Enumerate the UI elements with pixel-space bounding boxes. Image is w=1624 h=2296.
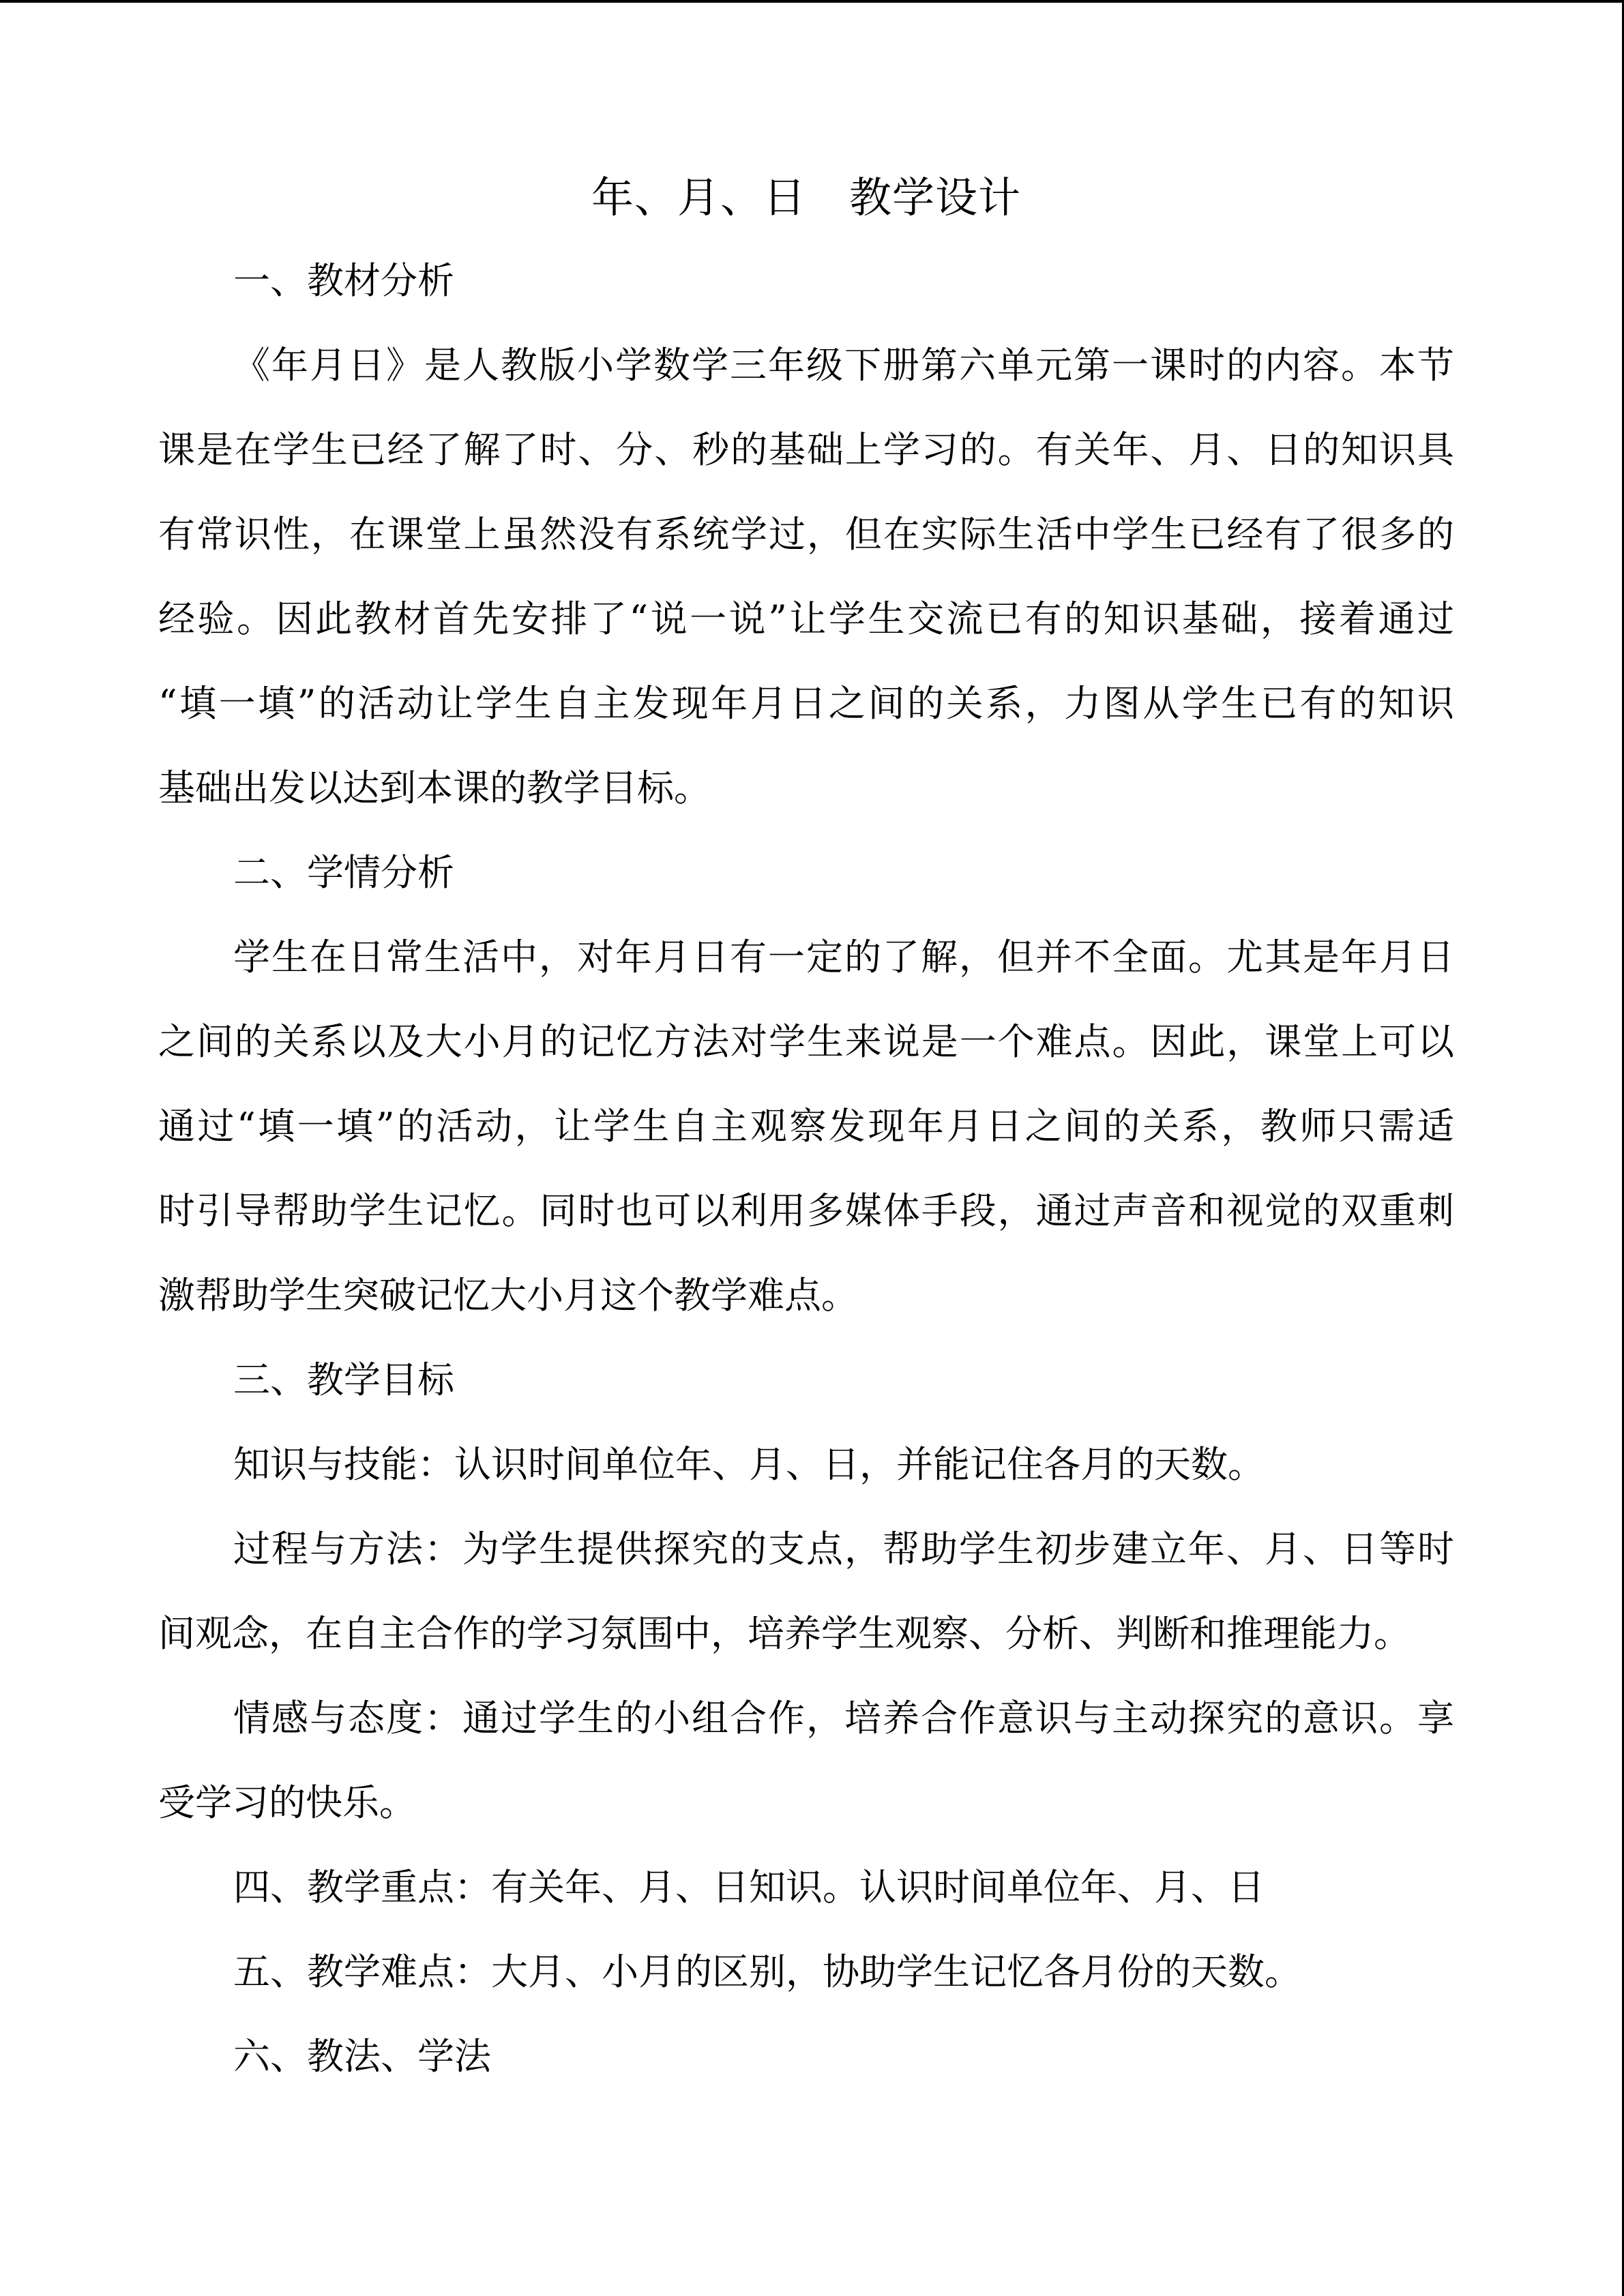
- document-title: 年、月、日 教学设计: [591, 173, 1021, 222]
- section-heading-textbook-analysis: 一、教材分析: [233, 259, 454, 302]
- section-heading-student-analysis: 二、学情分析: [233, 851, 454, 894]
- goal-attitude-line: 受学习的快乐。: [158, 1781, 416, 1824]
- paragraph-line: 学生在日常生活中，对年月日有一定的了解，但并不全面。尤其是年月日: [233, 936, 1454, 979]
- paragraph-line: 时引导帮助学生记忆。同时也可以利用多媒体手段，通过声音和视觉的双重刺: [158, 1189, 1454, 1232]
- goal-knowledge-line: 知识与技能：认识时间单位年、月、日，并能记住各月的天数。: [233, 1443, 1265, 1486]
- paragraph-line: 《年月日》是人教版小学数学三年级下册第六单元第一课时的内容。本节: [233, 344, 1454, 387]
- paragraph-line: 之间的关系以及大小月的记忆方法对学生来说是一个难点。因此，课堂上可以: [158, 1020, 1454, 1063]
- paragraph-line: “填一填”的活动让学生自主发现年月日之间的关系，力图从学生已有的知识: [158, 682, 1454, 725]
- section-heading-difficult-points: 五、教学难点：大月、小月的区别，协助学生记忆各月份的天数。: [233, 1950, 1301, 1993]
- paragraph-line: 有常识性，在课堂上虽然没有系统学过，但在实际生活中学生已经有了很多的: [158, 513, 1454, 556]
- section-heading-methods: 六、教法、学法: [233, 2035, 491, 2078]
- goal-process-line: 过程与方法：为学生提供探究的支点，帮助学生初步建立年、月、日等时: [233, 1527, 1454, 1570]
- paragraph-line: 激帮助学生突破记忆大小月这个教学难点。: [158, 1274, 858, 1317]
- top-border-line: [0, 0, 1624, 3]
- paragraph-line: 课是在学生已经了解了时、分、秒的基础上学习的。有关年、月、日的知识具: [158, 428, 1454, 471]
- section-heading-key-points: 四、教学重点：有关年、月、日知识。认识时间单位年、月、日: [233, 1866, 1265, 1909]
- document-page: [158, 164, 1454, 2099]
- paragraph-line: 基础出发以达到本课的教学目标。: [158, 766, 711, 809]
- goal-attitude-line: 情感与态度：通过学生的小组合作，培养合作意识与主动探究的意识。享: [233, 1697, 1454, 1740]
- paragraph-line: 通过“填一填”的活动，让学生自主观察发现年月日之间的关系，教师只需适: [158, 1105, 1454, 1148]
- goal-process-line: 间观念，在自主合作的学习氛围中，培养学生观察、分析、判断和推理能力。: [158, 1612, 1411, 1655]
- section-heading-teaching-goals: 三、教学目标: [233, 1358, 454, 1401]
- paragraph-line: 经验。因此教材首先安排了“说一说”让学生交流已有的知识基础，接着通过: [158, 597, 1454, 640]
